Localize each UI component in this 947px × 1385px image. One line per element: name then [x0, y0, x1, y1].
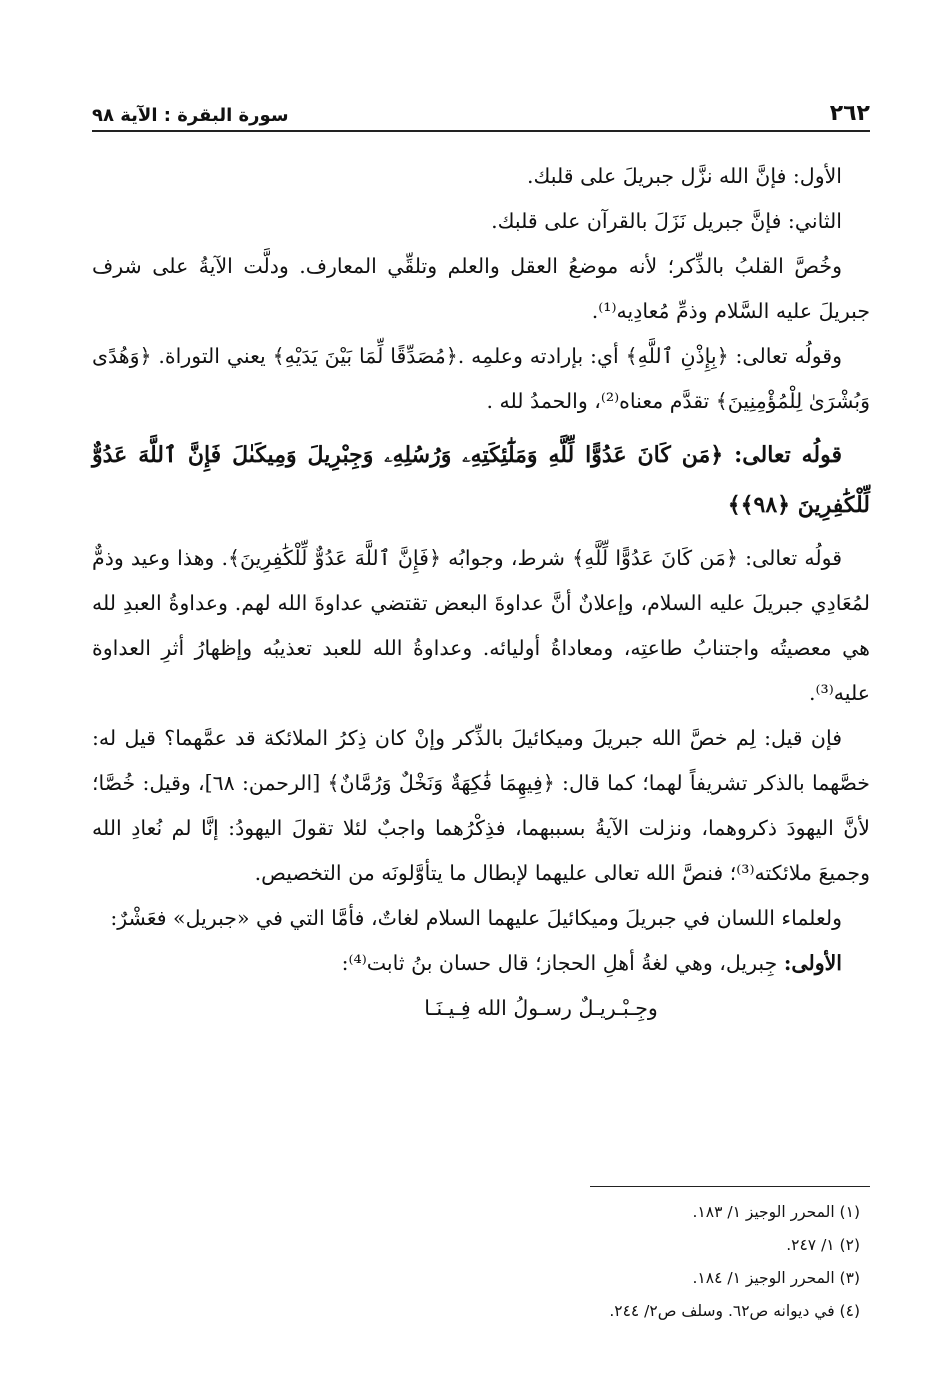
paragraph-first-meaning: الأول: فإنَّ الله نزَّل جبريلَ على قلبك. [527, 164, 842, 188]
paragraph-dialects: ولعلماء اللسان في جبريلَ وميكائيلَ عليهما السلام لغاتٌ، فأمَّا التي في «جبريل» فعَشْرٌ: [110, 906, 842, 930]
footnote-3: (٣) المحرر الوجيز ١/ ١٨٤. [692, 1269, 860, 1287]
book-page [92, 92, 870, 1352]
footnote-4: (٤) في ديوانه ص٦٢. وسلف ص٢/ ٢٤٤. [609, 1302, 860, 1320]
paragraph-question: فإن قيل: لِم خصَّ الله جبريلَ وميكائيلَ بالذِّكر وإنْ كان ذِكرُ الملائكة قد عمَّهما؟ قيل له: خصَّهما بالذكر تشريفاً لهما؛ كما قال: ﴿فِيهِمَا فَٰكِهَةٌ وَنَخْلٌ وَرُمَّانٌ﴾ [الرحمن: ٦٨]، وقيل: خُصَّا؛ لأنَّ اليهودَ ذكروهما، ونزلت الآيةُ بسببهما، فذِكْرُهما واجبٌ لئلا تقولَ اليهودُ: إنَّا لم نُعادِ الله وجميعَ ملائكته⁽³⁾؛ فنصَّ الله تعالى عليهما لإبطال ما يتأوَّلونَه من التخصيص. [92, 726, 870, 885]
footnote-2: (٢) ١/ ٢٤٧. [786, 1236, 860, 1254]
verse-heading: قولُه تعالى: ﴿مَن كَانَ عَدُوًّا لِّلَّهِ وَمَلَٰٓئِكَتِهِۦ وَرُسُلِهِۦ وَجِبْرِيلَ وَمِيكَىٰلَ فَإِنَّ ٱللَّهَ عَدُوٌّ لِّلْكَٰفِرِينَ ﴿٩٨﴾﴾ [92, 442, 870, 518]
page-header [92, 92, 870, 132]
running-title: سورة البقرة : الآية ٩٨ [92, 105, 289, 126]
page-body [92, 154, 870, 1031]
first-dialect-text: جِبريل، وهي لغةُ أهلِ الحجاز؛ قال حسان بنُ ثابت⁽⁴⁾: [341, 951, 778, 975]
paragraph-condition: قولُه تعالى: ﴿مَن كَانَ عَدُوًّا لِّلَّهِ﴾ شرط، وجوابُه ﴿فَإِنَّ ٱللَّهَ عَدُوٌّ لِّلْكَٰفِرِينَ﴾. وهذا وعيد وذمٌّ لمُعَادِي جبريلَ عليه السلام، وإعلانٌ أنَّ عداوةَ البعض تقتضي عداوةَ الله لهم. وعداوةُ العبدِ لله هي معصيتُه واجتنابُ طاعتِه، ومعاداةُ أوليائه. وعداوةُ الله للعبد تعذيبُه وإظهارُ أثرِ العداوة عليه⁽³⁾. [92, 546, 870, 705]
footnotes [92, 1196, 870, 1328]
paragraph-by-permission: وقولُه تعالى: ﴿بِإِذْنِ ٱللَّهِ﴾ أي: بإرادته وعلمِه .﴿مُصَدِّقًا لِّمَا بَيْنَ يَدَيْهِ﴾ يعني التوراة. ﴿وَهُدًى وَبُشْرَىٰ لِلْمُؤْمِنِينَ﴾ تقدَّم معناه⁽²⁾، والحمدُ لله . [92, 344, 870, 413]
first-dialect-label: الأولى: [783, 951, 842, 975]
paragraph-second-meaning: الثاني: فإنَّ جبريل نَزَلَ بالقرآن على قلبك. [491, 209, 842, 233]
paragraph-heart-mention: وخُصَّ القلبُ بالذِّكر؛ لأنه موضعُ العقل والعلم وتلقِّي المعارف. ودلَّت الآيةُ على شرف جبريلَ عليه السَّلام وذمِّ مُعادِيه⁽¹⁾. [92, 254, 870, 323]
footnote-divider [590, 1186, 870, 1187]
footnote-1: (١) المحرر الوجيز ١/ ١٨٣. [692, 1203, 860, 1221]
page-number: ٢٦٢ [829, 101, 870, 126]
paragraph-first-dialect [92, 941, 870, 986]
poem-line: وجِـبْـريـلٌ رسـولُ الله فِـيـنَـا [424, 996, 658, 1020]
